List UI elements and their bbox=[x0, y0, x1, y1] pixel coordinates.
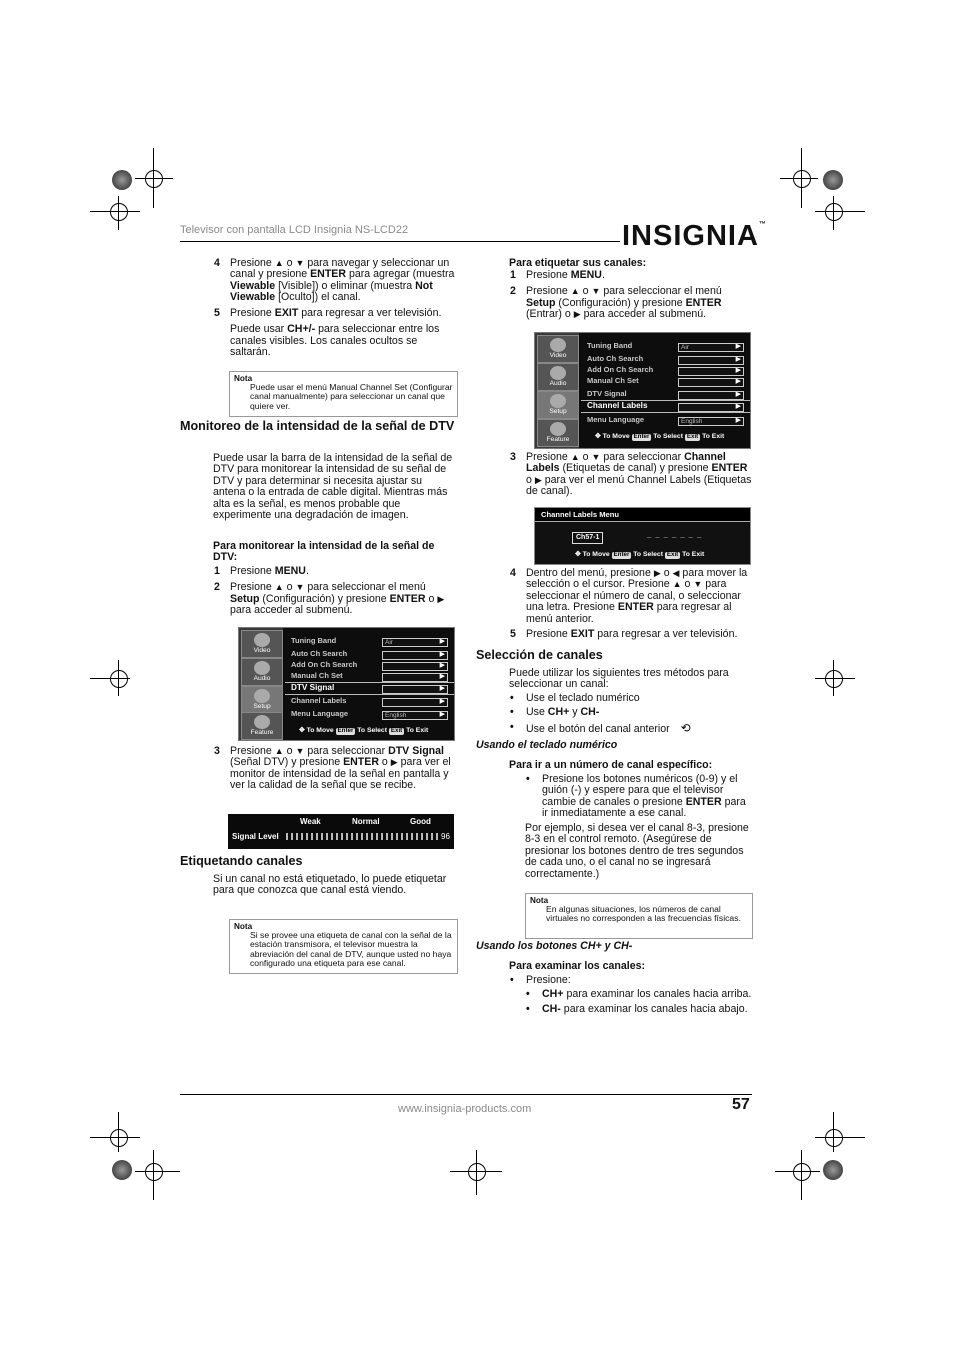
note-1: Nota Puede usar el menú Manual Channel Set (Configurar canal manualmente) para seleccionar un canal que quiere ver. bbox=[229, 371, 458, 417]
up-arrow-icon: ▲ bbox=[274, 258, 284, 268]
monitor-step-2: 2 Presione ▲ o ▼ para seleccionar el menú Setup (Configuración) y presione ENTER o ▶ para acceder al submenú. bbox=[214, 581, 445, 617]
label-step-1: 1 Presione MENU. bbox=[510, 269, 605, 281]
step-5: 5 Presione EXIT para regresar a ver televisión. bbox=[214, 306, 442, 319]
up-arrow-icon: ▲ bbox=[274, 746, 284, 756]
note-3: Nota En algunas situaciones, los números de canal virtuales no corresponden a las frecuencias físicas. bbox=[525, 893, 753, 939]
heading-selection: Selección de canales bbox=[476, 648, 603, 662]
bullet-ch-buttons: • Use CH+ y CH- bbox=[510, 706, 600, 719]
monitor-step-3: 3 Presione ▲ o ▼ para seleccionar DTV Signal (Señal DTV) y presione ENTER o ▶ para ver el monitor de intensidad de la señal en pantalla y ver la calidad de la señal que se recibe. bbox=[214, 745, 451, 792]
left-arrow-icon: ◀ bbox=[672, 568, 680, 578]
subhead-monitor: Para monitorear la intensidad de la señal de DTV: bbox=[213, 540, 435, 564]
label-steps-bottom bbox=[510, 568, 752, 641]
up-arrow-icon: ▲ bbox=[274, 582, 284, 593]
label-step-2: 2 Presione ▲ o ▼ para seleccionar el menú Setup (Configuración) y presione ENTER (Entrar) o ▶ para acceder al submenú. bbox=[510, 285, 722, 321]
right-arrow-icon: ▶ bbox=[653, 568, 661, 578]
left-steps-top bbox=[214, 258, 458, 359]
step-4: 4 Presione ▲ o ▼ para navegar y seleccionar un canal y presione ENTER para agregar (muestra Viewable [Visible]) o eliminar (muestra Not Viewable [Oculto]) el canal. bbox=[214, 257, 455, 304]
ch-plus-item: • CH+ para examinar los canales hacia arriba. bbox=[526, 988, 752, 1001]
right-arrow-icon: ▶ bbox=[534, 474, 542, 485]
heading-monitor: Monitoreo de la intensidad de la señal de DTV bbox=[180, 419, 455, 433]
label-step-3: 3 Presione ▲ o ▼ para seleccionar Channel Labels (Etiquetas de canal) y presione ENTER o ▶ para ver el menú Channel Labels (Etiquetas de canal). bbox=[510, 451, 752, 498]
down-arrow-icon: ▼ bbox=[295, 258, 305, 268]
right-arrow-icon: ▶ bbox=[573, 309, 581, 320]
ch-minus-item: • CH- para examinar los canales hacia abajo. bbox=[526, 1002, 748, 1015]
step-5-more: Puede usar CH+/- para seleccionar entre los canales visibles. Los canales ocultos se saltarán. bbox=[230, 323, 440, 359]
signal-level-display: Weak Normal Good Signal Level 96 bbox=[228, 814, 454, 849]
up-arrow-icon: ▲ bbox=[570, 452, 580, 462]
label-steps-top bbox=[510, 270, 752, 321]
right-arrow-icon: ▶ bbox=[437, 593, 445, 604]
monitor-step-1: 1 Presione MENU. bbox=[214, 565, 309, 577]
insignia-logo: INSIGNIA™ bbox=[622, 220, 767, 252]
bullet-previous-channel: • Use el botón del canal anterior ⟲ bbox=[510, 720, 691, 735]
para-selection: Puede utilizar los siguientes tres métodos para seleccionar un canal: bbox=[509, 667, 729, 691]
note-2: Nota Si se provee una etiqueta de canal con la señal de la estación transmisora, el televisor muestra la abreviación del canal de DTV, aunque usted no haya configurado una etiqueta para ese canal. bbox=[229, 919, 458, 974]
header-title: Televisor con pantalla LCD Insignia NS-LCD22 bbox=[180, 224, 409, 236]
tv-setup-menu-labels: Video Audio Setup Feature Tuning Band Air ▶ Auto Ch Search ▶ Add On Ch Search ▶ Manual Ch Set ▶ DTV Signal ▶ Channel Labels ▶ Menu Language English ▶ ✥ To Move Enter To Select Exit To Exit bbox=[534, 332, 751, 449]
channel-labels-menu: Channel Labels Menu Ch57-1 _ _ _ _ _ _ _ ✥ To Move Enter To Select Exit To Exit bbox=[534, 507, 751, 565]
bullet-keypad: • Use el teclado numérico bbox=[510, 692, 640, 704]
header-rule bbox=[180, 241, 620, 242]
down-arrow-icon: ▼ bbox=[295, 746, 305, 756]
heading-keypad: Usando el teclado numérico bbox=[476, 739, 618, 751]
label-step-4: 4 Dentro del menú, presione ▶ o ◀ para mover la selección o el cursor. Presione ▲ o ▼ para seleccionar el número de canal, o seleccionar una letra. Presione ENTER para regresar al menú anterior. bbox=[510, 567, 748, 625]
up-arrow-icon: ▲ bbox=[570, 286, 580, 297]
up-arrow-icon: ▲ bbox=[672, 579, 682, 590]
down-arrow-icon: ▼ bbox=[295, 582, 305, 593]
right-arrow-icon: ▶ bbox=[390, 757, 398, 768]
footer-url: www.insignia-products.com bbox=[398, 1103, 532, 1115]
heading-label: Etiquetando canales bbox=[180, 854, 303, 868]
down-arrow-icon: ▼ bbox=[693, 579, 703, 590]
footer-rule bbox=[180, 1094, 752, 1095]
label-step-5: 5 Presione EXIT para regresar a ver televisión. bbox=[510, 628, 738, 641]
ch-buttons-list: • Presione: • CH+ para examinar los canales hacia arriba. • CH- para examinar los canales hacia abajo. bbox=[510, 974, 752, 1015]
para-label: Si un canal no está etiquetado, lo puede etiquetar para que conozca que canal está viendo. bbox=[213, 873, 447, 897]
heading-ch-buttons: Usando los botones CH+ y CH- bbox=[476, 940, 633, 952]
previous-channel-icon: ⟲ bbox=[680, 720, 691, 735]
para-monitor: Puede usar la barra de la intensidad de la señal de DTV para monitorear la intensidad de su señal de DTV y para determinar si necesita ajustar su antena o la entrada de cable digital. Mientras más alta es la señal, es menos probable que experimente una degradación de imagen. bbox=[213, 452, 453, 522]
monitor-steps bbox=[214, 566, 458, 617]
subhead-ch-buttons: Para examinar los canales: bbox=[509, 960, 646, 972]
keypad-example: Por ejemplo, si desea ver el canal 8-3, presione 8-3 en el control remoto. (Asegúrese de presionar los botones dentro de tres segundos de cada uno, o el canal no se ingresará correctamente.) bbox=[525, 822, 749, 880]
down-arrow-icon: ▼ bbox=[591, 286, 601, 297]
page-number: 57 bbox=[732, 1096, 750, 1113]
subhead-label-channels: Para etiquetar sus canales: bbox=[509, 257, 647, 269]
subhead-keypad: Para ir a un número de canal específico: bbox=[509, 759, 713, 771]
down-arrow-icon: ▼ bbox=[591, 452, 601, 462]
selection-bullets bbox=[510, 693, 752, 735]
tv-setup-menu-dtv: Video Audio Setup Feature Tuning Band Air ▶ Auto Ch Search ▶ Add On Ch Search ▶ Manual Ch Set ▶ DTV Signal ▶ Channel Labels ▶ Menu Language English ▶ ✥ To Move Enter To Select Exit To Exit bbox=[238, 627, 455, 741]
keypad-bullet: • Presione los botones numéricos (0-9) y el guión (-) y espere para que el televisor cambie de canales o presione ENTER para ir inmediatamente a ese canal. bbox=[526, 773, 746, 820]
